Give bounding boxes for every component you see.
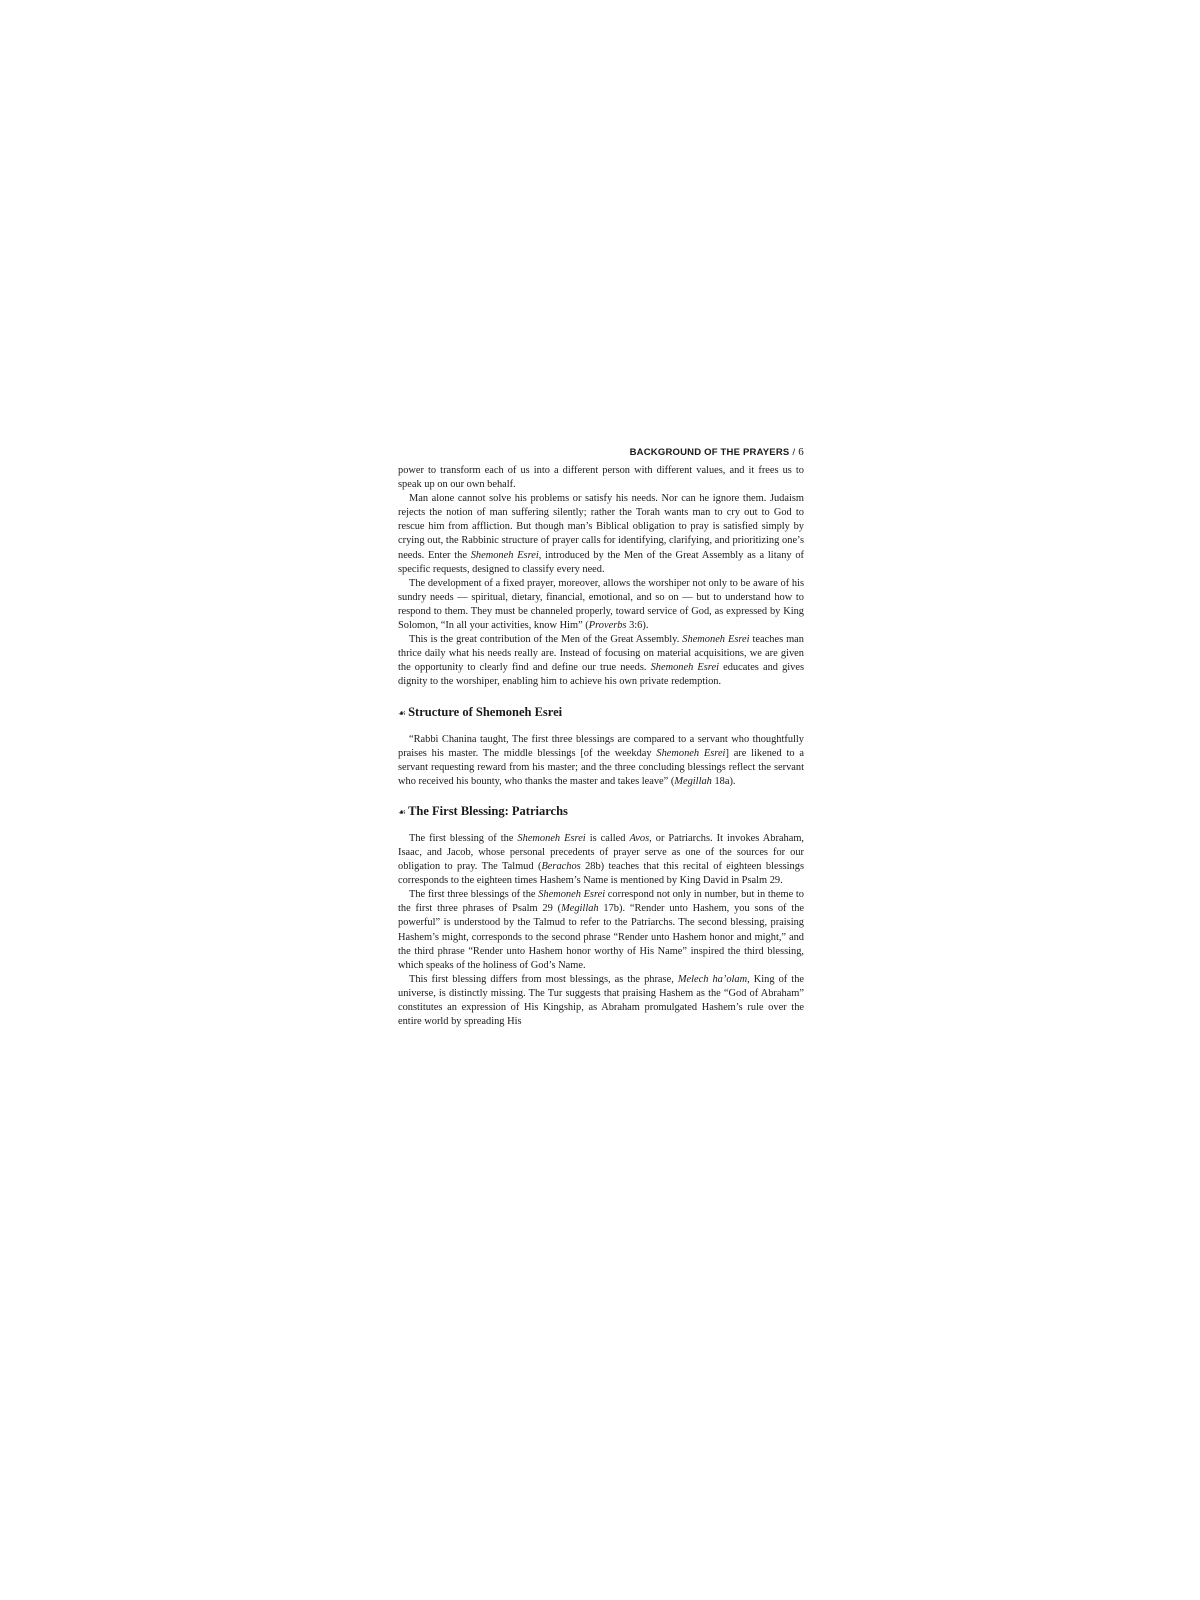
running-head-separator: / (792, 447, 796, 458)
text-run: 17b). “Render unto Hashem, you sons of the powerful” is understood by the Talmud to refer to the Patriarchs. The second blessing, praising Hashem’s might, corresponds to the second phrase “Render unto Hashem honor and might,” and the third phrase “Render unto Hashem honor worthy of His Name” inspired the third blessing, which speaks of the holiness of God’s Name. (398, 903, 805, 971)
text-run: power to transform each of us into a different person with different values, and it frees us to speak up on our own behalf. (398, 465, 804, 491)
italic-citation: Berachos (541, 861, 581, 873)
text-run: , introduced by the Men of the Great Assembly as a litany of specific requests, designed to classify every need. (398, 549, 804, 575)
italic-citation: Megillah (674, 775, 712, 787)
running-head (398, 444, 804, 460)
section-heading-text: Structure of Shemoneh Esrei (408, 704, 563, 719)
text-run: This is the great contribution of the Men of the Great Assembly. (409, 634, 683, 646)
text-run: 28b) teaches that this recital of eighteen blessings corresponds to the eighteen times Hashem’s Name is mentioned by King David in Psalm 29. (398, 861, 804, 887)
italic-citation: Proverbs (588, 620, 627, 632)
section-heading-structure (398, 705, 804, 721)
book-page (398, 444, 804, 1029)
text-run: The development of a fixed prayer, moreover, allows the worshiper not only to be aware of his sundry needs — spiritual, dietary, financial, emotional, and so on — but to understand how to respond to them. They must be channeled properly, toward service of God, as expressed by King Solomon, “In all your activities, know Him” ( (398, 577, 804, 632)
text-run: This first blessing differs from most blessings, as the phrase, (409, 973, 678, 985)
italic-term: Shemoneh Esrei (538, 889, 606, 901)
paragraph (398, 577, 804, 633)
paragraph (398, 832, 804, 888)
text-run: , or Patriarchs. It invokes Abraham, Isaac, and Jacob, whose personal precedents of prayer serve as one of the sources for our obligation to pray. The Talmud ( (398, 832, 805, 873)
italic-term: Melech ha’olam (677, 973, 748, 985)
text-run: correspond not only in number, but in theme to the first three phrases of Psalm 29 ( (398, 889, 804, 915)
paragraph (398, 733, 804, 789)
paragraph (398, 492, 804, 577)
section-heading-first-blessing (398, 804, 804, 820)
italic-term: Shemoneh Esrei (517, 832, 586, 844)
paragraph (398, 633, 804, 689)
text-run: The first three blessings of the (409, 889, 539, 901)
paragraph (398, 888, 804, 973)
section-marker-icon: ☙ (398, 806, 407, 817)
italic-term: Shemoneh Esrei (650, 662, 719, 674)
text-run: educates and gives dignity to the worshiper, enabling him to achieve his own private redemption. (398, 662, 805, 688)
page-number: 6 (798, 446, 804, 458)
running-head-title: BACKGROUND OF THE PRAYERS (629, 447, 790, 458)
text-run: , King of the universe, is distinctly missing. The Tur suggests that praising Hashem as the “God of Abraham” constitutes an expression of His Kingship, as Abraham promulgated Hashem’s rule over the entire world by spreading His (398, 973, 804, 1028)
paragraph (398, 464, 804, 492)
text-run: 3:6). (626, 620, 649, 632)
text-run: Man alone cannot solve his problems or satisfy his needs. Nor can he ignore them. Judaism rejects the notion of man suffering silently; rather the Torah wants man to cry out to God to rescue him from affliction. But though man’s Biblical obligation to pray is satisfied simply by crying out, the Rabbinic structure of prayer calls for identifying, clarifying, and prioritizing one’s needs. Enter the (398, 493, 804, 561)
italic-term: Shemoneh Esrei (470, 549, 539, 561)
text-run: The first blessing of the (409, 832, 518, 844)
section-heading-text: The First Blessing: Patriarchs (408, 803, 568, 818)
text-run: teaches man thrice daily what his needs really are. Instead of focusing on material acquisitions, we are given the opportunity to clearly find and define our true needs. (398, 634, 804, 674)
italic-term: Avos (629, 832, 650, 844)
text-run: ] are likened to a servant requesting reward from his master; and the three concluding blessings reflect the servant who received his bounty, who thanks the master and takes leave” ( (398, 747, 805, 787)
italic-term: Shemoneh Esrei (682, 634, 750, 646)
section-marker-icon: ☙ (398, 707, 407, 718)
text-run: 18a). (711, 775, 736, 787)
paragraph (398, 973, 804, 1029)
text-run: is called (585, 832, 630, 844)
italic-term: Shemoneh Esrei (656, 747, 726, 759)
italic-citation: Megillah (561, 903, 599, 915)
text-run: “Rabbi Chanina taught, The first three blessings are compared to a servant who thoughtfully praises his master. The middle blessings [of the weekday (398, 733, 804, 759)
